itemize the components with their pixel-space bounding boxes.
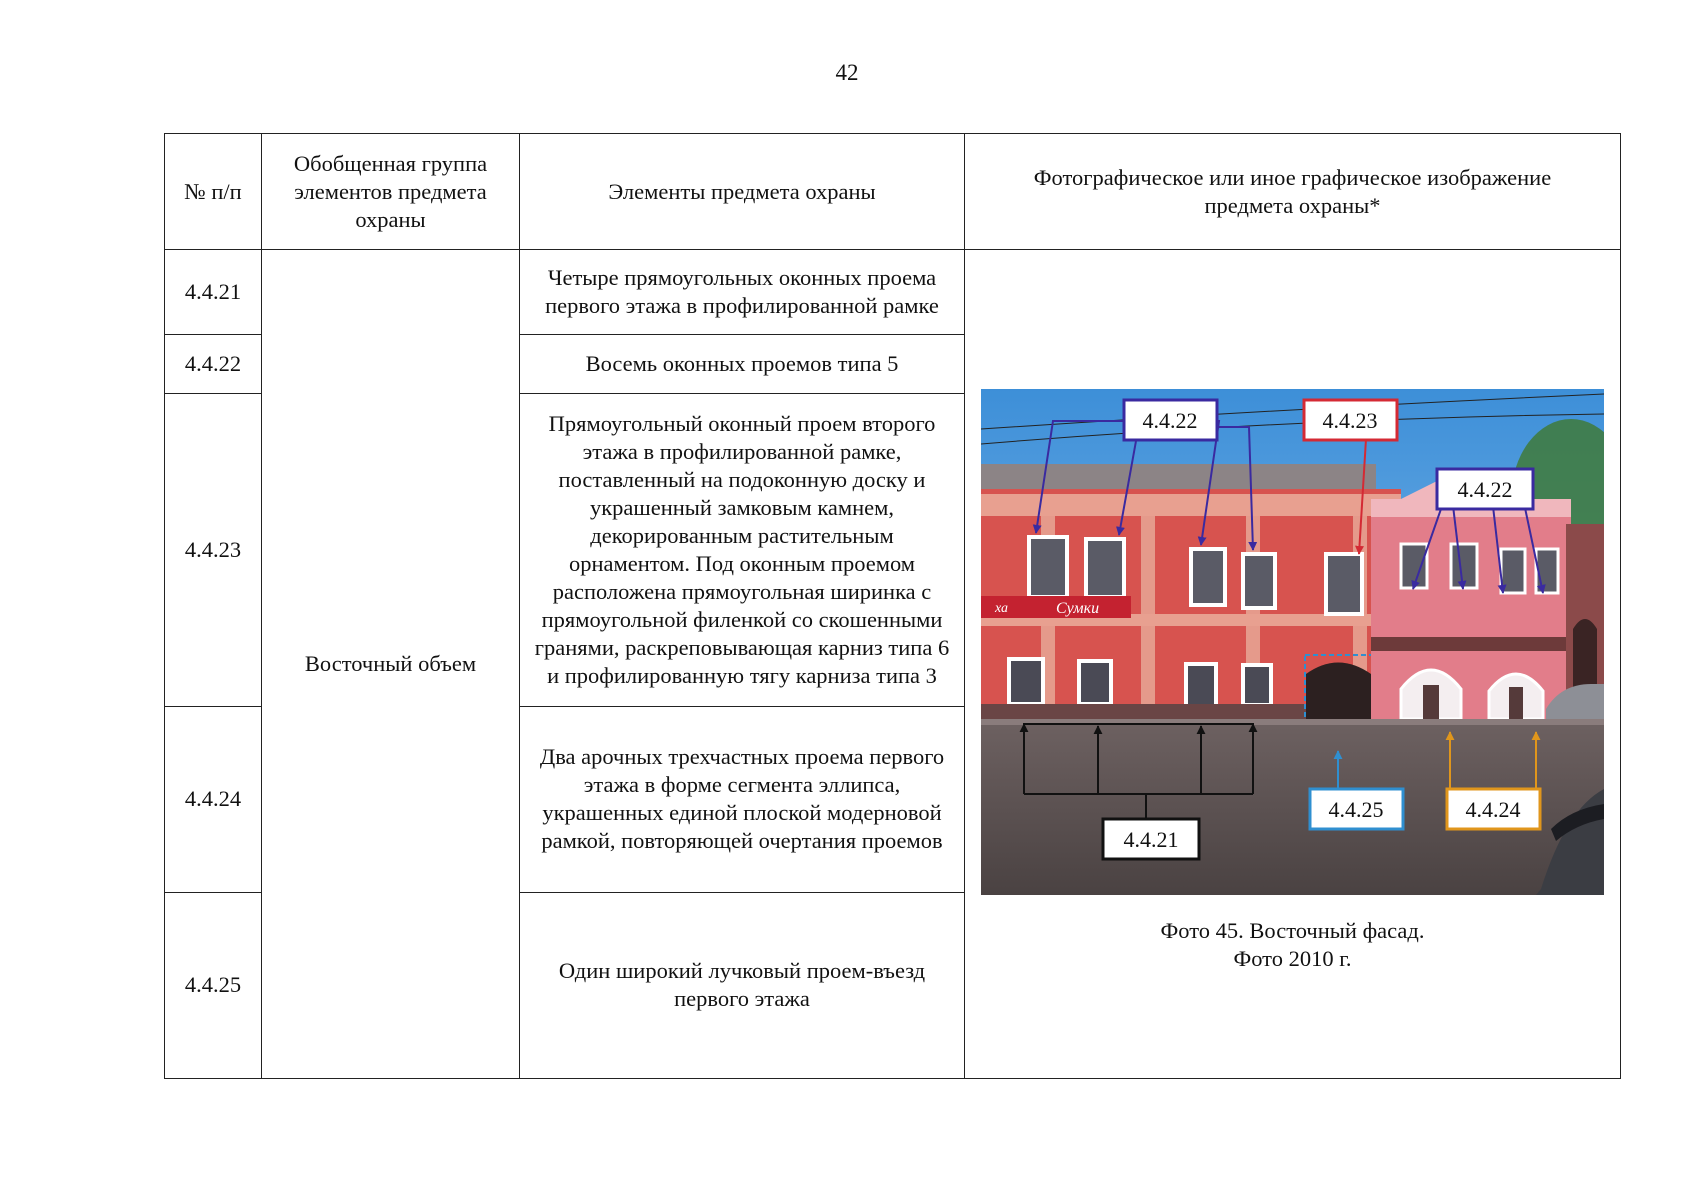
table-row — [165, 250, 1621, 335]
page-number: 42 — [835, 60, 859, 85]
label-4-4-22-b: 4.4.22 — [1457, 477, 1513, 502]
table-header-row — [165, 134, 1621, 250]
protection-table — [164, 133, 1621, 1079]
row-number: 4.4.24 — [165, 706, 262, 892]
row-element: Прямоугольный оконный проем второго этажа в профилированной рамке, поставленный на подоконную доску и украшенный замковым камнем, декорированным растительным орнаментом. Под оконным проемом расположена прямоугольная ширинка с прямоугольной филенкой со скошенными гранями, раскреповывающая карниз типа 6 и профилированную тягу карниза типа 3 — [520, 394, 965, 707]
row-element: Два арочных трехчастных проема первого этажа в форме сегмента эллипса, украшенных единой плоской модерновой рамкой, повторяющей очертания проемов — [520, 706, 965, 892]
row-number: 4.4.22 — [165, 334, 262, 393]
sign-text: Сумки — [1056, 600, 1100, 617]
row-number: 4.4.25 — [165, 892, 262, 1078]
header-elements: Элементы предмета охраны — [520, 134, 965, 250]
row-element: Восемь оконных проемов типа 5 — [520, 334, 965, 393]
label-4-4-24: 4.4.24 — [1465, 797, 1521, 822]
label-4-4-25: 4.4.25 — [1328, 797, 1384, 822]
label-4-4-21: 4.4.21 — [1123, 827, 1179, 852]
header-group: Обобщенная группа элементов предмета охраны — [262, 134, 520, 250]
header-image: Фотографическое или иное графическое изображение предмета охраны* — [965, 134, 1621, 250]
row-number: 4.4.21 — [165, 250, 262, 335]
label-4-4-22-a: 4.4.22 — [1142, 408, 1198, 433]
header-number: № п/п — [165, 134, 262, 250]
photo-caption — [965, 917, 1620, 973]
label-4-4-23: 4.4.23 — [1322, 408, 1378, 433]
row-number: 4.4.23 — [165, 394, 262, 707]
caption-line-2: Фото 2010 г. — [1233, 946, 1352, 971]
photo-area — [965, 250, 1620, 1078]
group-cell: Восточный объем — [262, 250, 520, 1079]
sign-partial-text: ха — [995, 601, 1009, 616]
caption-line-1: Фото 45. Восточный фасад. — [1160, 918, 1425, 943]
image-cell — [965, 250, 1621, 1079]
row-element: Один широкий лучковый проем-въезд первого этажа — [520, 892, 965, 1078]
row-element: Четыре прямоугольных оконных проема первого этажа в профилированной рамке — [520, 250, 965, 335]
facade-photo — [981, 389, 1604, 895]
